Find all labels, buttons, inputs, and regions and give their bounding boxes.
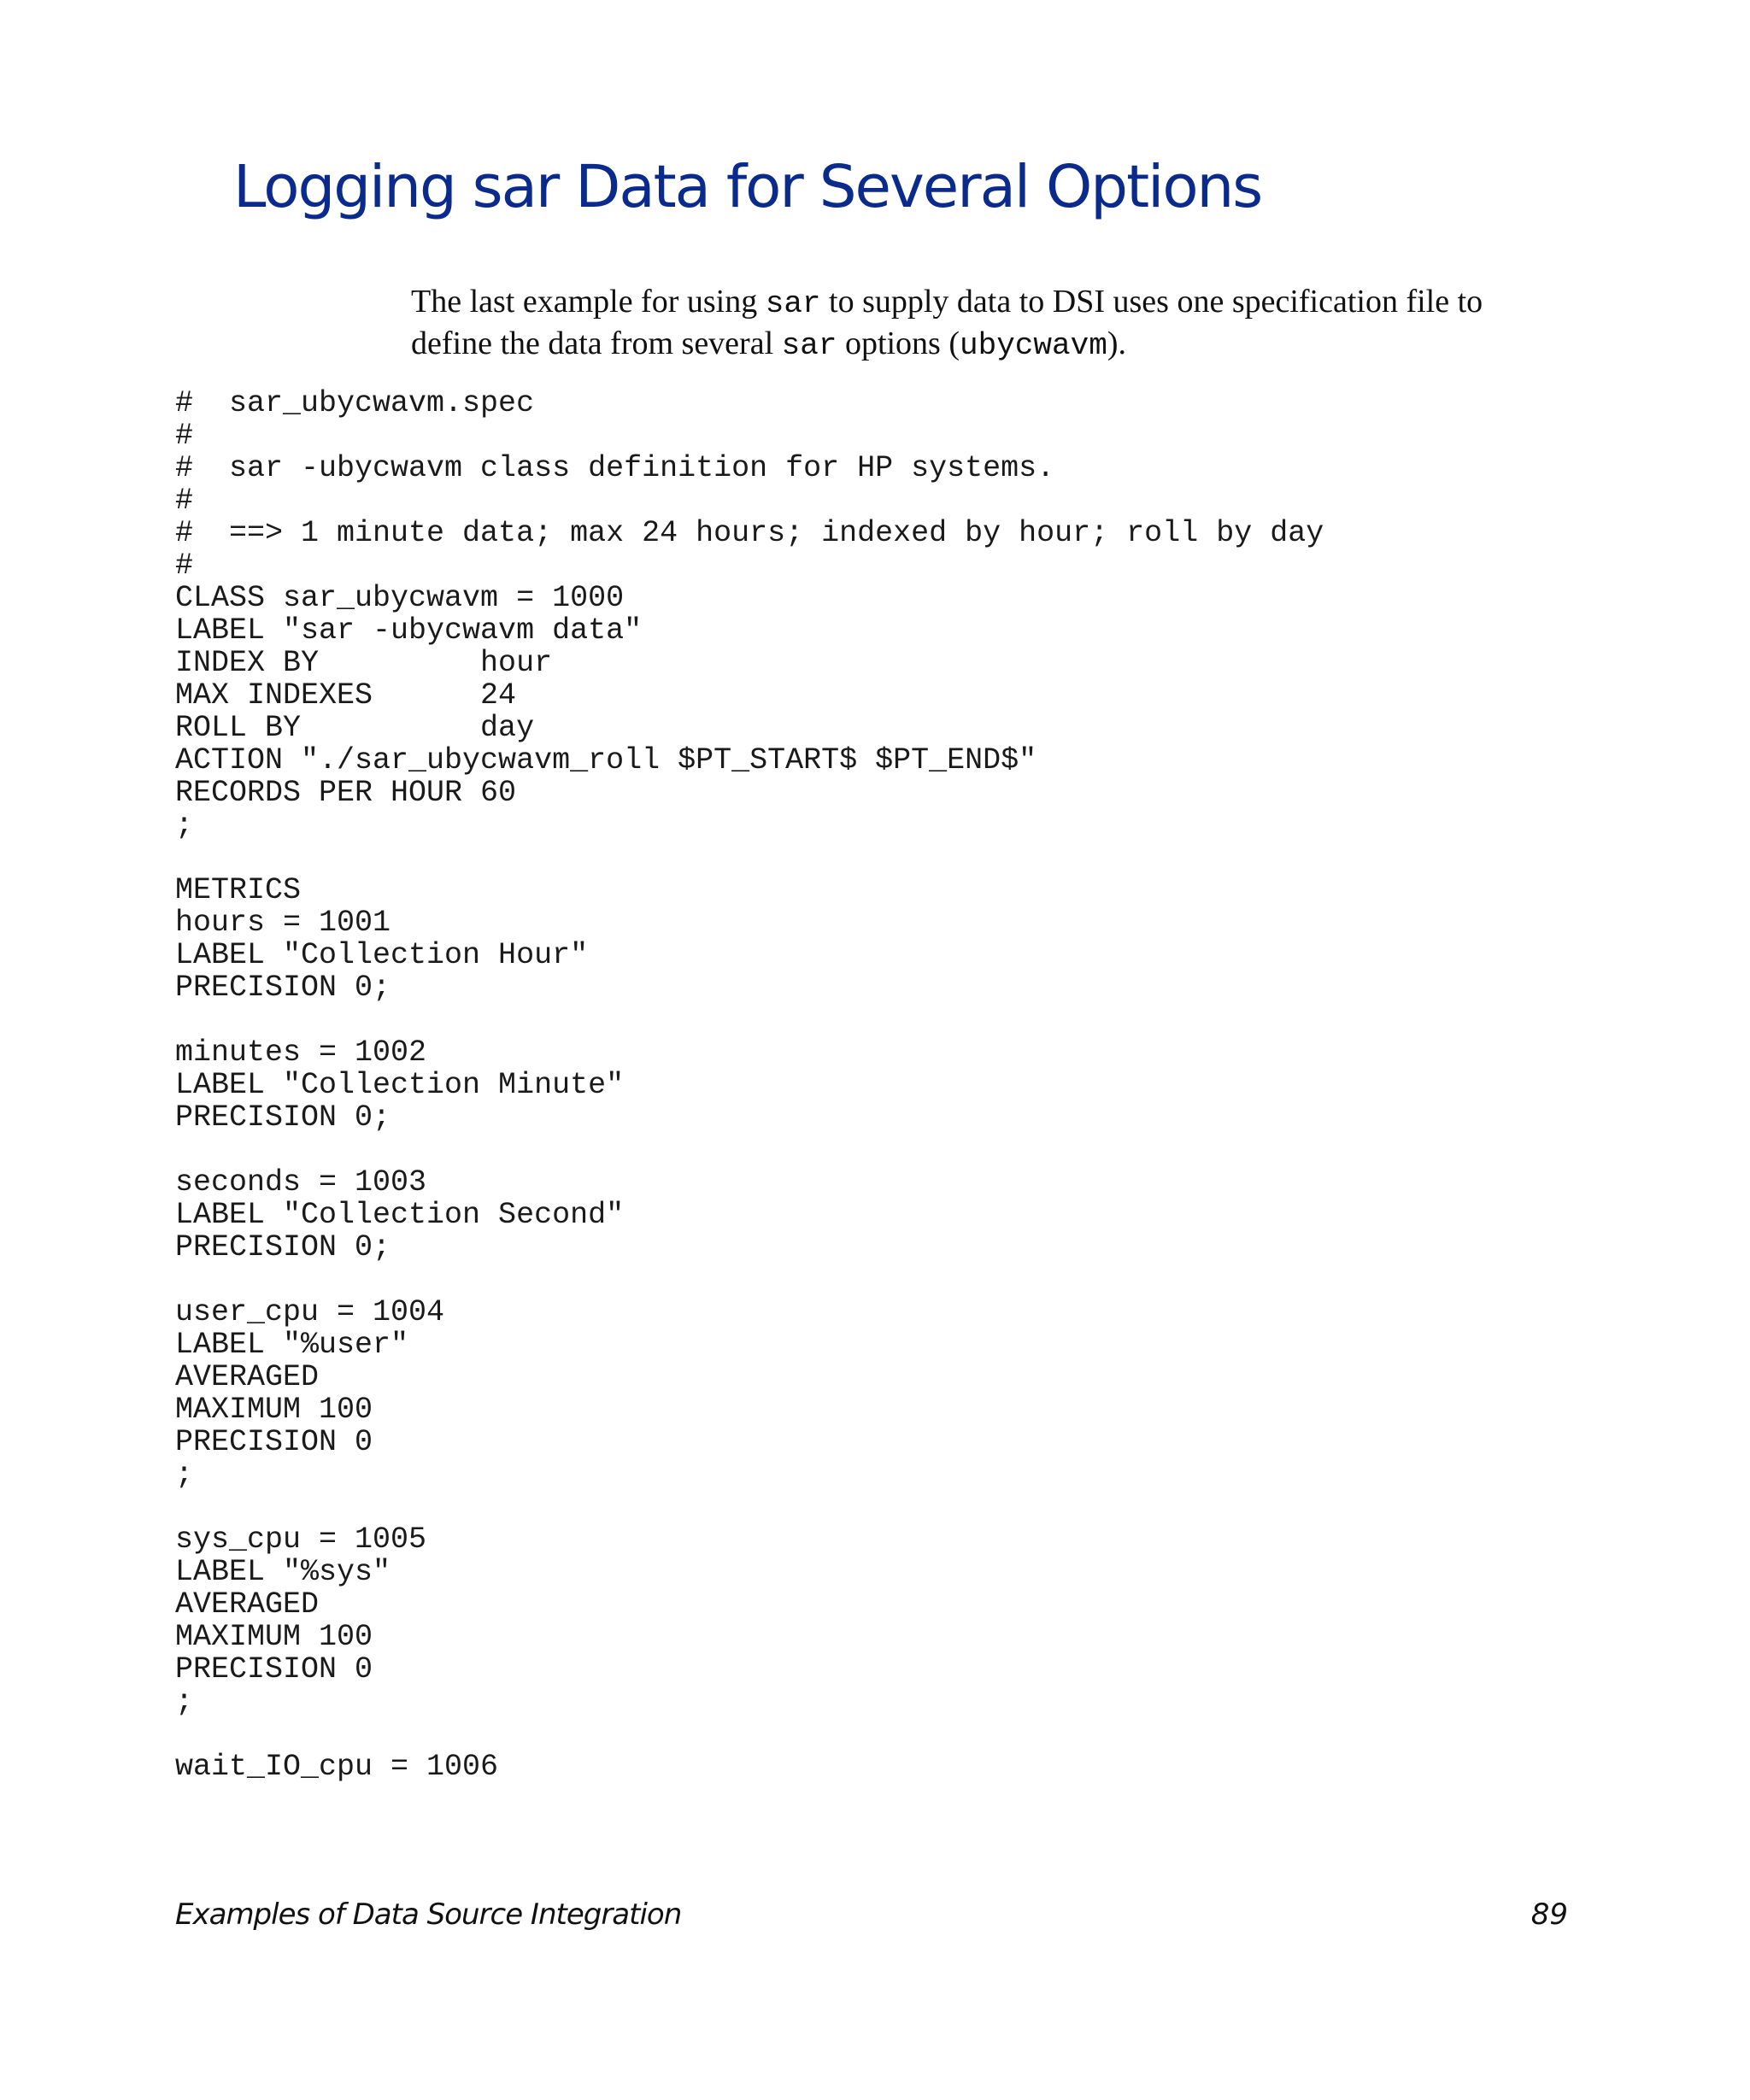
code-line	[175, 1004, 1324, 1036]
code-line: CLASS sar_ubycwavm = 1000	[175, 581, 625, 615]
code-line: AVERAGED	[175, 1587, 320, 1622]
code-line: ROLL BY day	[175, 711, 535, 745]
code-line: LABEL "Collection Hour"	[175, 938, 589, 972]
code-line: sys_cpu = 1005	[175, 1522, 427, 1557]
code-line: LABEL "Collection Minute"	[175, 1068, 625, 1102]
code-line	[175, 842, 1324, 874]
code-line: MAXIMUM 100	[175, 1393, 373, 1427]
code-line: PRECISION 0	[175, 1425, 373, 1459]
code-line	[175, 1491, 1324, 1523]
code-line: user_cpu = 1004	[175, 1295, 445, 1329]
code-line: MAX INDEXES 24	[175, 678, 517, 713]
intro-code-options: ubycwavm	[960, 328, 1107, 363]
intro-text-4: ).	[1107, 326, 1126, 361]
code-line: PRECISION 0;	[175, 971, 391, 1005]
code-line: wait_IO_cpu = 1006	[175, 1750, 499, 1784]
intro-code-sar-1: sar	[765, 286, 821, 321]
code-line: LABEL "Collection Second"	[175, 1198, 625, 1232]
intro-text-3: options (	[837, 326, 960, 361]
intro-code-sar-2: sar	[781, 328, 837, 363]
code-line: ;	[175, 808, 194, 842]
code-line: ;	[175, 1685, 194, 1719]
page-number: 89	[1530, 1898, 1568, 1932]
code-line: # sar -ubycwavm class definition for HP systems.	[175, 451, 1055, 485]
code-line: ;	[175, 1458, 194, 1492]
code-line: PRECISION 0	[175, 1652, 373, 1686]
code-line: INDEX BY hour	[175, 646, 553, 680]
footer-title: Examples of Data Source Integration	[175, 1898, 682, 1932]
code-line	[175, 1264, 1324, 1296]
code-line: # ==> 1 minute data; max 24 hours; indexed by hour; roll by day	[175, 516, 1324, 550]
code-line: hours = 1001	[175, 906, 391, 940]
code-line: minutes = 1002	[175, 1035, 427, 1070]
code-line: #	[175, 548, 194, 583]
code-listing	[175, 387, 1324, 1783]
section-heading: Logging sar Data for Several Options	[233, 153, 1262, 221]
code-line: LABEL "%user"	[175, 1328, 409, 1362]
code-line: seconds = 1003	[175, 1165, 427, 1200]
intro-paragraph	[411, 282, 1565, 366]
code-line: PRECISION 0;	[175, 1100, 391, 1135]
code-line: MAXIMUM 100	[175, 1620, 373, 1654]
code-line: #	[175, 419, 194, 453]
code-line: PRECISION 0;	[175, 1230, 391, 1264]
code-line: ACTION "./sar_ubycwavm_roll $PT_START$ $PT_END$"	[175, 743, 1037, 777]
code-line: # sar_ubycwavm.spec	[175, 386, 535, 420]
code-line: LABEL "%sys"	[175, 1555, 391, 1589]
code-line: #	[175, 484, 194, 518]
code-line	[175, 1718, 1324, 1751]
code-line: METRICS	[175, 873, 302, 907]
intro-text-2: to supply data to DSI uses one specification file to define the data from several	[411, 284, 1483, 361]
code-line: LABEL "sar -ubycwavm data"	[175, 613, 643, 648]
intro-text-1: The last example for using	[411, 284, 766, 320]
code-line	[175, 1134, 1324, 1166]
code-line: RECORDS PER HOUR 60	[175, 776, 517, 810]
code-line: AVERAGED	[175, 1360, 320, 1394]
